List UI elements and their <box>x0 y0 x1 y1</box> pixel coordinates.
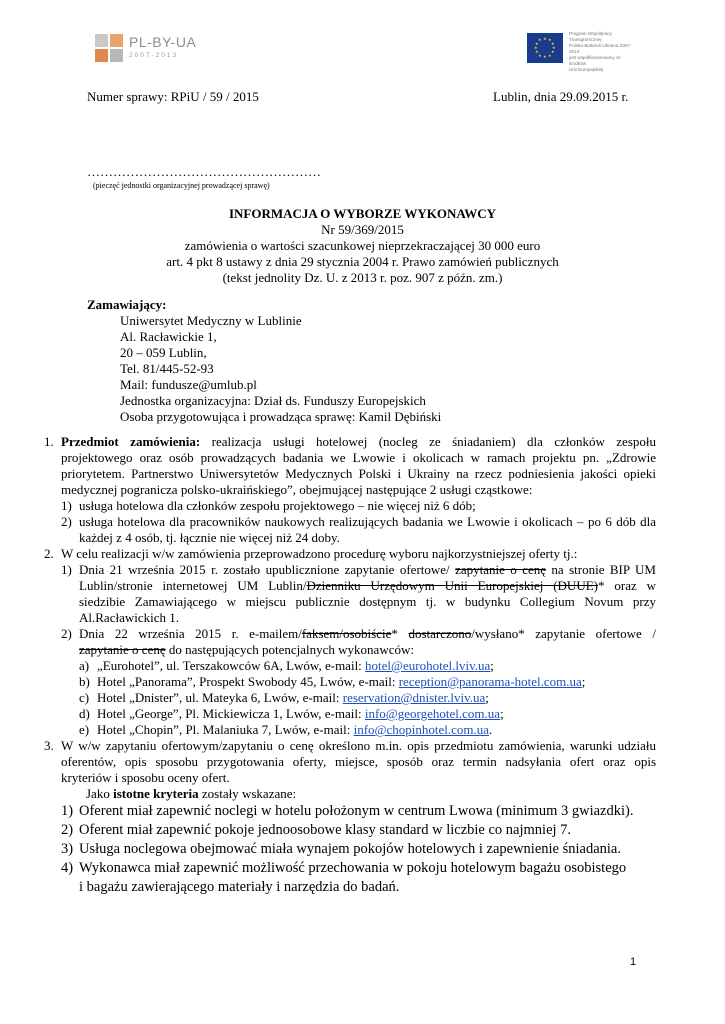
case-number: Numer sprawy: RPiU / 59 / 2015 <box>87 89 259 104</box>
document-number: Nr 59/369/2015 <box>321 222 404 237</box>
orderer-line: Mail: fundusze@umlub.pl <box>120 377 257 392</box>
email-link[interactable]: reception@panorama-hotel.com.ua <box>398 674 582 689</box>
criteria-intro: Jako istotne kryteria zostały wskazane: <box>86 786 297 801</box>
title-line-2: art. 4 pkt 8 ustawy z dnia 29 stycznia 2004 r. Prawo zamówień publicznych <box>166 254 559 269</box>
page-number: 1 <box>630 956 637 968</box>
title-line-1: zamówienia o wartości szacunkowej nieprzekraczającej 30 000 euro <box>184 238 541 253</box>
list-item: Dnia 21 września 2015 r. zostało upublicznione zapytanie ofertowe/ zapytanie o cenę na stronie BIP UM <box>79 562 656 577</box>
orderer-line: Al. Racławickie 1, <box>120 329 217 344</box>
criteria-number: 2) <box>61 822 74 838</box>
orderer-line: Uniwersytet Medyczny w Lublinie <box>120 313 302 328</box>
criteria-item: Oferent miał zapewnić pokoje jednoosobowe klasy standard w liczbie co najmniej 7. <box>79 822 572 838</box>
stamp-dots: ……………………………………………… <box>87 164 321 179</box>
email-link[interactable]: info@chopinhotel.com.ua <box>353 722 490 737</box>
pl-by-ua-logo <box>95 30 207 70</box>
hotel-letter: e) <box>79 722 90 737</box>
section-3-line: oferentów, opis sposobu przygotowania oferty, miejsce, sposób oraz termin nadsyłania ofert oraz opis <box>61 754 656 769</box>
hotel-item: Hotel „Chopin”, Pl. Malaniuka 7, Lwów, e-mail: info@chopinhotel.com.ua. <box>97 722 493 737</box>
logo-squares-icon <box>95 34 123 62</box>
hotel-item: Hotel „Dnister”, ul. Mateyka 6, Lwów, e-mail: reservation@dnister.lviv.ua; <box>97 690 489 705</box>
eu-flag-icon: ★ ★ ★ ★ ★ ★ ★ ★ ★ ★ ★ ★ <box>527 33 563 63</box>
email-link[interactable]: info@georgehotel.com.ua <box>364 706 501 721</box>
section-1-line: projektowego oraz osób prowadzących badania we Lwowie i okolicach w ramach projektu pn. „Zdrowie <box>61 450 656 465</box>
section-1-number: 1. <box>44 434 54 449</box>
list-item: usługa hotelowa dla pracowników naukowych realizujących badania we Lwowie i okolicach – po 6 dób dla <box>79 514 656 529</box>
section-2-number: 2. <box>44 546 54 561</box>
section-2-intro: W celu realizacji w/w zamówienia przeprowadzono procedurę wyboru najkorzystniejszej oferty tj.: <box>61 546 578 561</box>
hotel-item: Hotel „George”, Pl. Mickiewicza 1, Lwów, e-mail: info@georgehotel.com.ua; <box>97 706 504 721</box>
list-number: 1) <box>61 498 72 513</box>
section-3-number: 3. <box>44 738 54 753</box>
hotel-letter: a) <box>79 658 90 673</box>
email-link[interactable]: reservation@dnister.lviv.ua <box>342 690 486 705</box>
hotel-letter: b) <box>79 674 90 689</box>
list-item: Lublin/stronie internetowej UM Lublin/Dzienniku Urzędowym Unii Europejskiej (DUUE)* oraz w <box>79 578 656 593</box>
hotel-item: Hotel „Panorama”, Prospekt Swobody 45, Lwów, e-mail: reception@panorama-hotel.com.ua; <box>97 674 586 689</box>
orderer-line: Tel. 81/445-52-93 <box>120 361 214 376</box>
criteria-item: Oferent miał zapewnić noclegi w hotelu położonym w centrum Lwowa (minimum 3 gwiazdki). <box>79 803 634 819</box>
list-item: Dnia 22 września 2015 r. e-mailem/faksem/osobiście* dostarczono/wysłano* zapytanie ofertowe / <box>79 626 657 641</box>
criteria-item: Wykonawca miał zapewnić możliwość przechowania w pokoju hotelowym bagażu osobistego <box>79 860 627 876</box>
list-item: usługa hotelowa dla członków zespołu projektowego – nie więcej niż 6 dób; <box>79 498 476 513</box>
orderer-label: Zamawiający: <box>87 297 167 312</box>
document-title: INFORMACJA O WYBORZE WYKONAWCY <box>228 206 497 221</box>
eu-program-text: Program Współpracy Transgranicznej Polska-Białoruś-Ukraina 2007-2013 jest współfinansowany ze środków Unii Europejskiej <box>569 31 632 72</box>
section-1-line: medycznej pogranicza polsko-ukraińskiego”, obejmującej następujące 2 usługi cząstkowe: <box>61 482 533 497</box>
list-item: siedzibie Zamawiającego w miejscu publicznie dostępnym tj. w budynku Collegium Novum przy <box>79 594 656 609</box>
section-3-line: W w/w zapytaniu ofertowym/zapytaniu o cenę określono m.in. opis przedmiotu zamówienia, warunki udziału <box>61 738 656 753</box>
list-item: Al.Racławickich 1. <box>79 610 179 625</box>
list-number: 2) <box>61 514 72 529</box>
criteria-item: i bagażu zawierającego materiały i narzędzia do badań. <box>79 879 400 895</box>
section-1-line: Przedmiot zamówienia: realizacja usługi hotelowej (nocleg ze śniadaniem) dla członków zespołu <box>61 434 656 449</box>
criteria-number: 3) <box>61 841 74 857</box>
list-number: 1) <box>61 562 72 577</box>
logo-text: PL-BY-UA <box>129 34 197 50</box>
criteria-number: 4) <box>61 860 74 876</box>
criteria-item: Usługa noclegowa obejmować miała wynajem pokojów hotelowych i zapewnienie śniadania. <box>79 841 621 857</box>
hotel-item: „Eurohotel”, ul. Terszakowców 6A, Lwów, e-mail: hotel@eurohotel.lviv.ua; <box>97 658 494 673</box>
eu-logo <box>527 31 637 72</box>
list-item: zapytanie o cenę do następujących potencjalnych wykonawców: <box>79 642 414 657</box>
list-number: 2) <box>61 626 72 641</box>
section-3-line: kryteriów i sposobu oceny ofert. <box>61 770 230 785</box>
criteria-number: 1) <box>61 803 74 819</box>
section-1-line: priorytetem. Partnerstwo Uniwersytetów Medycznych Polski i Ukrainy na rzecz podniesienia jakości opieki <box>61 466 656 481</box>
logo-years: 2007-2013 <box>129 52 179 59</box>
hotel-letter: c) <box>79 690 90 705</box>
document-date: Lublin, dnia 29.09.2015 r. <box>493 89 629 104</box>
orderer-line: Osoba przygotowująca i prowadząca sprawę: Kamil Dębiński <box>120 409 442 424</box>
hotel-letter: d) <box>79 706 90 721</box>
title-line-3: (tekst jednolity Dz. U. z 2013 r. poz. 907 z późn. zm.) <box>222 270 503 285</box>
stamp-caption: (pieczęć jednostki organizacyjnej prowadzącej sprawę) <box>93 181 270 190</box>
orderer-line: Jednostka organizacyjna: Dział ds. Funduszy Europejskich <box>120 393 426 408</box>
orderer-line: 20 – 059 Lublin, <box>120 345 207 360</box>
list-item: każdej z 4 osób, tj. łącznie nie więcej niż 24 doby. <box>79 530 340 545</box>
email-link[interactable]: hotel@eurohotel.lviv.ua <box>365 658 491 673</box>
